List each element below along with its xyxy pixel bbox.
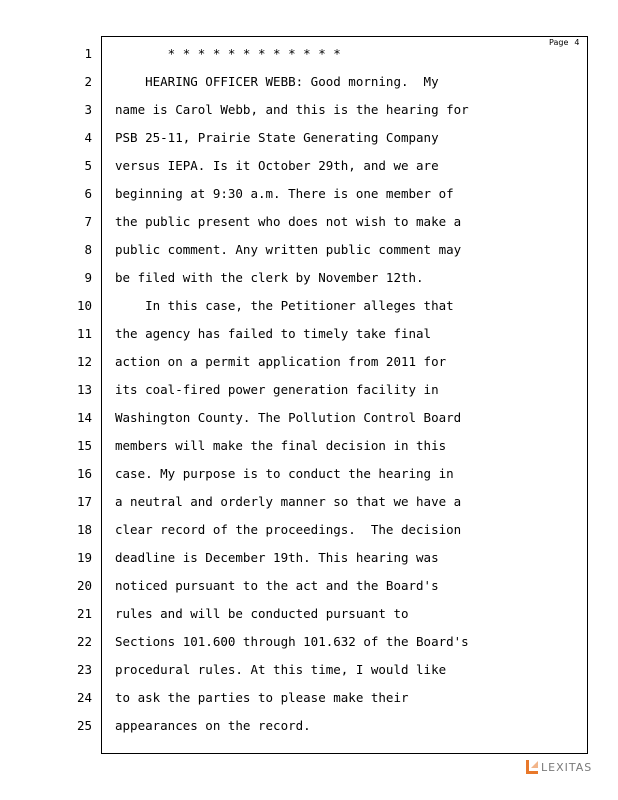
transcript-line: the public present who does not wish to make a bbox=[115, 214, 462, 229]
line-number: 14 bbox=[76, 410, 92, 425]
transcript-line: Sections 101.600 through 101.632 of the Board's bbox=[115, 634, 469, 649]
transcript-line: name is Carol Webb, and this is the hearing for bbox=[115, 102, 469, 117]
transcript-line: action on a permit application from 2011 for bbox=[115, 354, 447, 369]
line-number: 7 bbox=[84, 214, 92, 229]
transcript-line: PSB 25-11, Prairie State Generating Company bbox=[115, 130, 439, 145]
transcript-line: beginning at 9:30 a.m. There is one member of bbox=[115, 186, 454, 201]
line-number: 8 bbox=[84, 242, 92, 257]
line-number: 3 bbox=[84, 102, 92, 117]
transcript-line: the agency has failed to timely take final bbox=[115, 326, 432, 341]
transcript-line: members will make the final decision in this bbox=[115, 438, 447, 453]
lexitas-logo bbox=[525, 758, 592, 776]
line-number: 6 bbox=[84, 186, 92, 201]
transcript-line: versus IEPA. Is it October 29th, and we are bbox=[115, 158, 439, 173]
page-number: 4 bbox=[574, 38, 580, 47]
line-number: 17 bbox=[76, 494, 92, 509]
transcript-line: deadline is December 19th. This hearing was bbox=[115, 550, 439, 565]
transcript-line: to ask the parties to please make their bbox=[115, 690, 409, 705]
line-number: 15 bbox=[76, 438, 92, 453]
line-number: 16 bbox=[76, 466, 92, 481]
line-number: 23 bbox=[76, 662, 92, 677]
transcript-line: be filed with the clerk by November 12th. bbox=[115, 270, 424, 285]
line-number: 19 bbox=[76, 550, 92, 565]
transcript-line: public comment. Any written public comment may bbox=[115, 242, 462, 257]
line-number: 20 bbox=[76, 578, 92, 593]
line-number: 5 bbox=[84, 158, 92, 173]
line-number: 10 bbox=[76, 298, 92, 313]
lexitas-logo-icon bbox=[525, 759, 539, 775]
line-number: 9 bbox=[84, 270, 92, 285]
transcript-line: HEARING OFFICER WEBB: Good morning. My bbox=[115, 74, 439, 89]
transcript-line: case. My purpose is to conduct the hearing in bbox=[115, 466, 454, 481]
page-label bbox=[549, 38, 585, 47]
line-number: 18 bbox=[76, 522, 92, 537]
page-word: Page bbox=[549, 38, 569, 47]
line-number: 1 bbox=[84, 46, 92, 61]
line-number: 21 bbox=[76, 606, 92, 621]
transcript-line: rules and will be conducted pursuant to bbox=[115, 606, 409, 621]
line-number: 24 bbox=[76, 690, 92, 705]
transcript-line: a neutral and orderly manner so that we have a bbox=[115, 494, 462, 509]
line-number: 25 bbox=[76, 718, 92, 733]
line-number: 22 bbox=[76, 634, 92, 649]
transcript-line: * * * * * * * * * * * * bbox=[115, 46, 341, 61]
line-number: 12 bbox=[76, 354, 92, 369]
lexitas-logo-text: LEXITAS bbox=[541, 760, 593, 774]
line-number: 2 bbox=[84, 74, 92, 89]
transcript-line: clear record of the proceedings. The decision bbox=[115, 522, 462, 537]
transcript-line: noticed pursuant to the act and the Board's bbox=[115, 578, 439, 593]
line-number: 13 bbox=[76, 382, 92, 397]
transcript-line: its coal-fired power generation facility in bbox=[115, 382, 439, 397]
transcript-line: In this case, the Petitioner alleges that bbox=[115, 298, 454, 313]
line-number: 11 bbox=[76, 326, 92, 341]
transcript-line: Washington County. The Pollution Control Board bbox=[115, 410, 462, 425]
line-number: 4 bbox=[84, 130, 92, 145]
transcript-line: appearances on the record. bbox=[115, 718, 311, 733]
transcript-line: procedural rules. At this time, I would like bbox=[115, 662, 447, 677]
